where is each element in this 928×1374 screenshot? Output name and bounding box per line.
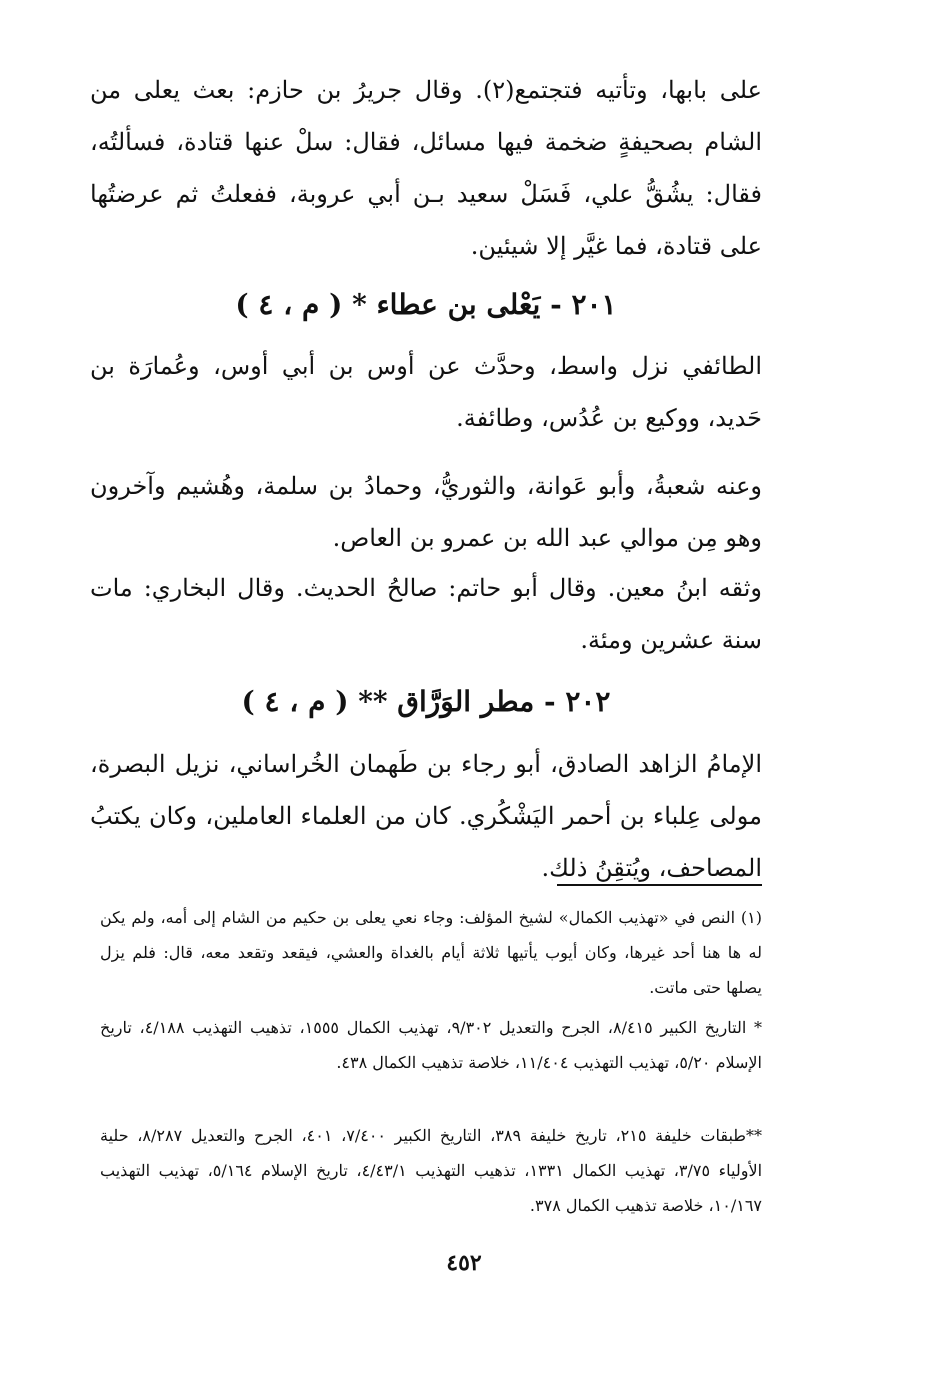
paragraph-yala-bio: الطائفي نزل واسط، وحدَّث عن أوس بن أبي أوس، وعُمارَة بن حَديد، ووكيع بن عُدُس، وطائفة. [90, 352, 762, 432]
entry-heading-202: ٢٠٢ - مطر الوَرَّاق ** ( م ، ٤ ) [241, 685, 611, 718]
footnote-divider [557, 884, 762, 886]
paragraph-yala-narrators: وعنه شعبةُ، وأبو عَوانة، والثوريُّ، وحمادُ بن سلمة، وهُشيم وآخرون وهو مِن موالي عبد الله بن عمرو بن العاص. [90, 472, 762, 552]
footnote-sources-202: **طبقات خليفة ٢١٥، تاريخ خليفة ٣٨٩، التاريخ الكبير ٧/٤٠٠، ٤٠١، الجرح والتعديل ٨/٢٨٧، حلية الأولياء ٣/٧٥، تهذيب الكمال ١٣٣١، تذهيب التهذيب ٤/٤٣/١، تاريخ الإسلام ٥/١٦٤، تهذيب التهذيب ١٠/١٦٧، خلاصة تذهيب الكمال ٣٧٨. [100, 1126, 763, 1215]
paragraph-continuation: على بابها، وتأتيه فتجتمع(٢). وقال جريرُ بن حازم: بعث يعلى من الشام بصحيفةٍ ضخمة فيها مسائل، فقال: سلْ عنها قتادة، فسألتُه، فقال: يشُقُّ علي، فَسَلْ سعيد بـن أبي عروبة، ففعلتُ ثم عرضتُها على قتادة، فما غيَّر إلا شيئين. [90, 76, 763, 260]
page-number: ٤٥٢ [446, 1250, 482, 1276]
entry-heading-201: ٢٠١ - يَعْلى بن عطاء * ( م ، ٤ ) [235, 288, 617, 321]
paragraph-yala-grading: وثقه ابنُ معين. وقال أبو حاتم: صالحُ الحديث. وقال البخاري: مات سنة عشرين ومئة. [90, 574, 762, 654]
paragraph-matar-bio: الإمامُ الزاهد الصادق، أبو رجاء بن طَهمان الخُراساني، نزيل البصرة، مولى عِلباء بن أحمر اليَشْكُري. كان من العلماء العاملين، وكان يكتبُ المصاحف، ويُتقِنُ ذلك. [90, 750, 762, 882]
footnote-1: (١) النص في «تهذيب الكمال» لشيخ المؤلف: وجاء نعي يعلى بن حكيم من الشام إلى أمه، ولم يكن له ها هنا أحد غيرها، وكان أيوب يأتيها ثلاثة أيام بالغداة والعشي، فيقعد وتقعد معه، قال: فلم يزل يصلها حتى ماتت. [100, 908, 763, 997]
footnote-sources-201: * التاريخ الكبير ٨/٤١٥، الجرح والتعديل ٩/٣٠٢، تهذيب الكمال ١٥٥٥، تذهيب التهذيب ٤/١٨٨، تاريخ الإسلام ٥/٢٠، تهذيب التهذيب ١١/٤٠٤، خلاصة تذهيب الكمال ٤٣٨. [100, 1018, 762, 1072]
